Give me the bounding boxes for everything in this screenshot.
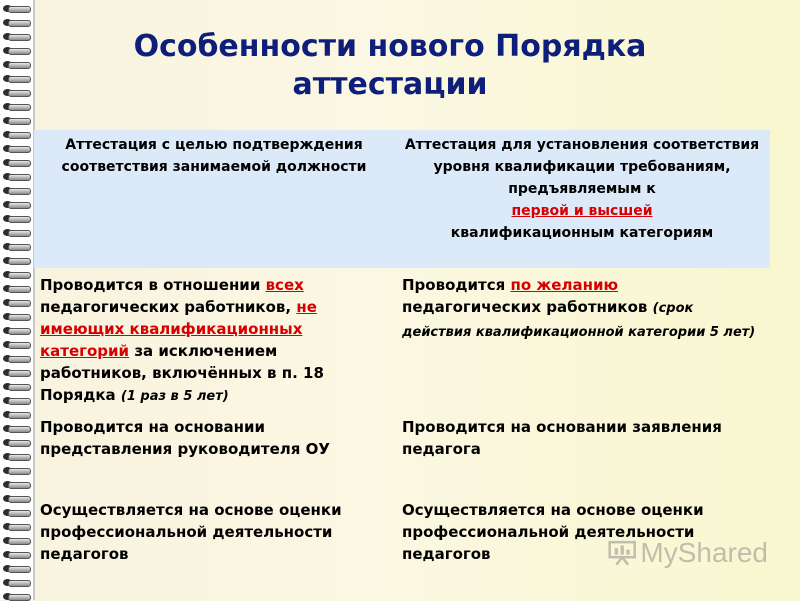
ring-wire (8, 398, 31, 405)
spiral-ring (3, 396, 29, 405)
spiral-ring (3, 480, 29, 489)
spiral-ring (3, 354, 29, 363)
ring-wire (8, 300, 31, 307)
row1-left-cell (34, 274, 394, 410)
comparison-table (34, 130, 770, 569)
spiral-ring (3, 438, 29, 447)
header-right-highlight: первой и высшей (511, 203, 653, 219)
header-cell-confirmation (34, 130, 394, 268)
row1-right-cell (394, 274, 770, 410)
spiral-ring (3, 508, 29, 517)
spiral-ring (3, 242, 29, 251)
row1-left-highlight-2: не имеющих квалификационных категорий (40, 298, 317, 360)
ring-wire (8, 34, 31, 41)
spiral-ring (3, 172, 29, 181)
ring-wire (8, 314, 31, 321)
ring-wire (8, 258, 31, 265)
ring-wire (8, 538, 31, 545)
spiral-ring (3, 326, 29, 335)
spiral-ring (3, 60, 29, 69)
ring-wire (8, 62, 31, 69)
ring-wire (8, 440, 31, 447)
row1-left-text-2: педагогических работников, (40, 298, 292, 316)
spiral-ring (3, 256, 29, 265)
ring-wire (8, 174, 31, 181)
spiral-ring (3, 32, 29, 41)
spiral-ring (3, 116, 29, 125)
ring-wire (8, 202, 31, 209)
spiral-ring (3, 130, 29, 139)
spiral-ring (3, 536, 29, 545)
spiral-ring (3, 578, 29, 587)
ring-wire (8, 48, 31, 55)
spiral-ring (3, 522, 29, 531)
spiral-ring (3, 312, 29, 321)
ring-wire (8, 356, 31, 363)
ring-wire (8, 244, 31, 251)
spiral-ring (3, 410, 29, 419)
spiral-ring (3, 382, 29, 391)
table-header-row (34, 130, 770, 268)
spiral-ring (3, 144, 29, 153)
ring-wire (8, 580, 31, 587)
ring-wire (8, 146, 31, 153)
ring-wire (8, 482, 31, 489)
header-left-text: Аттестация с целью подтверждения соответствия занимаемой должности (61, 137, 367, 175)
ring-wire (8, 342, 31, 349)
row3-left-cell: Осуществляется на основе оценки профессиональной деятельности педагогов (40, 501, 342, 563)
ring-wire (8, 468, 31, 475)
ring-wire (8, 412, 31, 419)
spiral-ring (3, 186, 29, 195)
title-line-2: аттестации (292, 67, 488, 102)
table-row (34, 268, 770, 410)
row1-right-text-2: педагогических работников (402, 298, 648, 316)
ring-wire (8, 6, 31, 13)
ring-wire (8, 286, 31, 293)
spiral-ring (3, 74, 29, 83)
spiral-ring (3, 88, 29, 97)
spiral-ring (3, 214, 29, 223)
row1-left-highlight-1: всех (265, 276, 304, 294)
row1-left-text-3: за исключением работников, включённых в п. 18 Порядка (40, 342, 324, 404)
spiral-ring (3, 102, 29, 111)
table-row (34, 410, 770, 491)
ring-wire (8, 118, 31, 125)
spiral-ring (3, 158, 29, 167)
row1-right-highlight: по желанию (510, 276, 619, 294)
ring-wire (8, 272, 31, 279)
ring-wire (8, 230, 31, 237)
spiral-ring (3, 368, 29, 377)
ring-wire (8, 104, 31, 111)
presentation-board-icon (608, 538, 636, 568)
watermark-text: MyShared (640, 537, 768, 568)
spiral-ring (3, 4, 29, 13)
ring-wire (8, 566, 31, 573)
spiral-ring (3, 452, 29, 461)
ring-wire (8, 384, 31, 391)
page-title (40, 28, 740, 104)
ring-wire (8, 132, 31, 139)
row1-right-note: (срок действия квалификационной категории 5 лет) (402, 301, 756, 340)
ring-wire (8, 496, 31, 503)
myshared-watermark (608, 536, 768, 570)
title-line-1: Особенности нового Порядка (133, 29, 647, 64)
spiral-ring (3, 298, 29, 307)
ring-wire (8, 76, 31, 83)
row1-right-text-1: Проводится (402, 276, 506, 294)
spiral-ring (3, 550, 29, 559)
ring-wire (8, 20, 31, 27)
ring-wire (8, 216, 31, 223)
ring-wire (8, 328, 31, 335)
ring-wire (8, 552, 31, 559)
spiral-ring (3, 228, 29, 237)
spiral-ring (3, 46, 29, 55)
ring-wire (8, 160, 31, 167)
row1-left-note: (1 раз в 5 лет) (120, 389, 229, 404)
spiral-ring (3, 340, 29, 349)
ring-wire (8, 188, 31, 195)
row2-right-cell: Проводится на основании заявления педагога (402, 418, 722, 458)
spiral-ring (3, 424, 29, 433)
spiral-ring (3, 564, 29, 573)
row1-left-text-1: Проводится в отношении (40, 276, 261, 294)
ring-wire (8, 510, 31, 517)
spiral-ring (3, 200, 29, 209)
ring-wire (8, 524, 31, 531)
header-right-text-1: Аттестация для установления соответствия уровня квалификации требованиям, предъявляемым к (404, 137, 760, 197)
ring-wire (8, 90, 31, 97)
ring-wire (8, 370, 31, 377)
spiral-ring (3, 466, 29, 475)
row2-left-cell: Проводится на основании представления руководителя ОУ (40, 418, 330, 458)
ring-wire (8, 426, 31, 433)
spiral-ring (3, 494, 29, 503)
spiral-ring (3, 270, 29, 279)
ring-wire (8, 454, 31, 461)
spiral-ring (3, 18, 29, 27)
header-cell-category (394, 130, 770, 268)
row3-right-cell: Осуществляется на основе оценки профессиональной деятельности педагогов (402, 501, 704, 563)
header-right-text-2: квалификационным категориям (450, 225, 714, 241)
spiral-ring (3, 284, 29, 293)
